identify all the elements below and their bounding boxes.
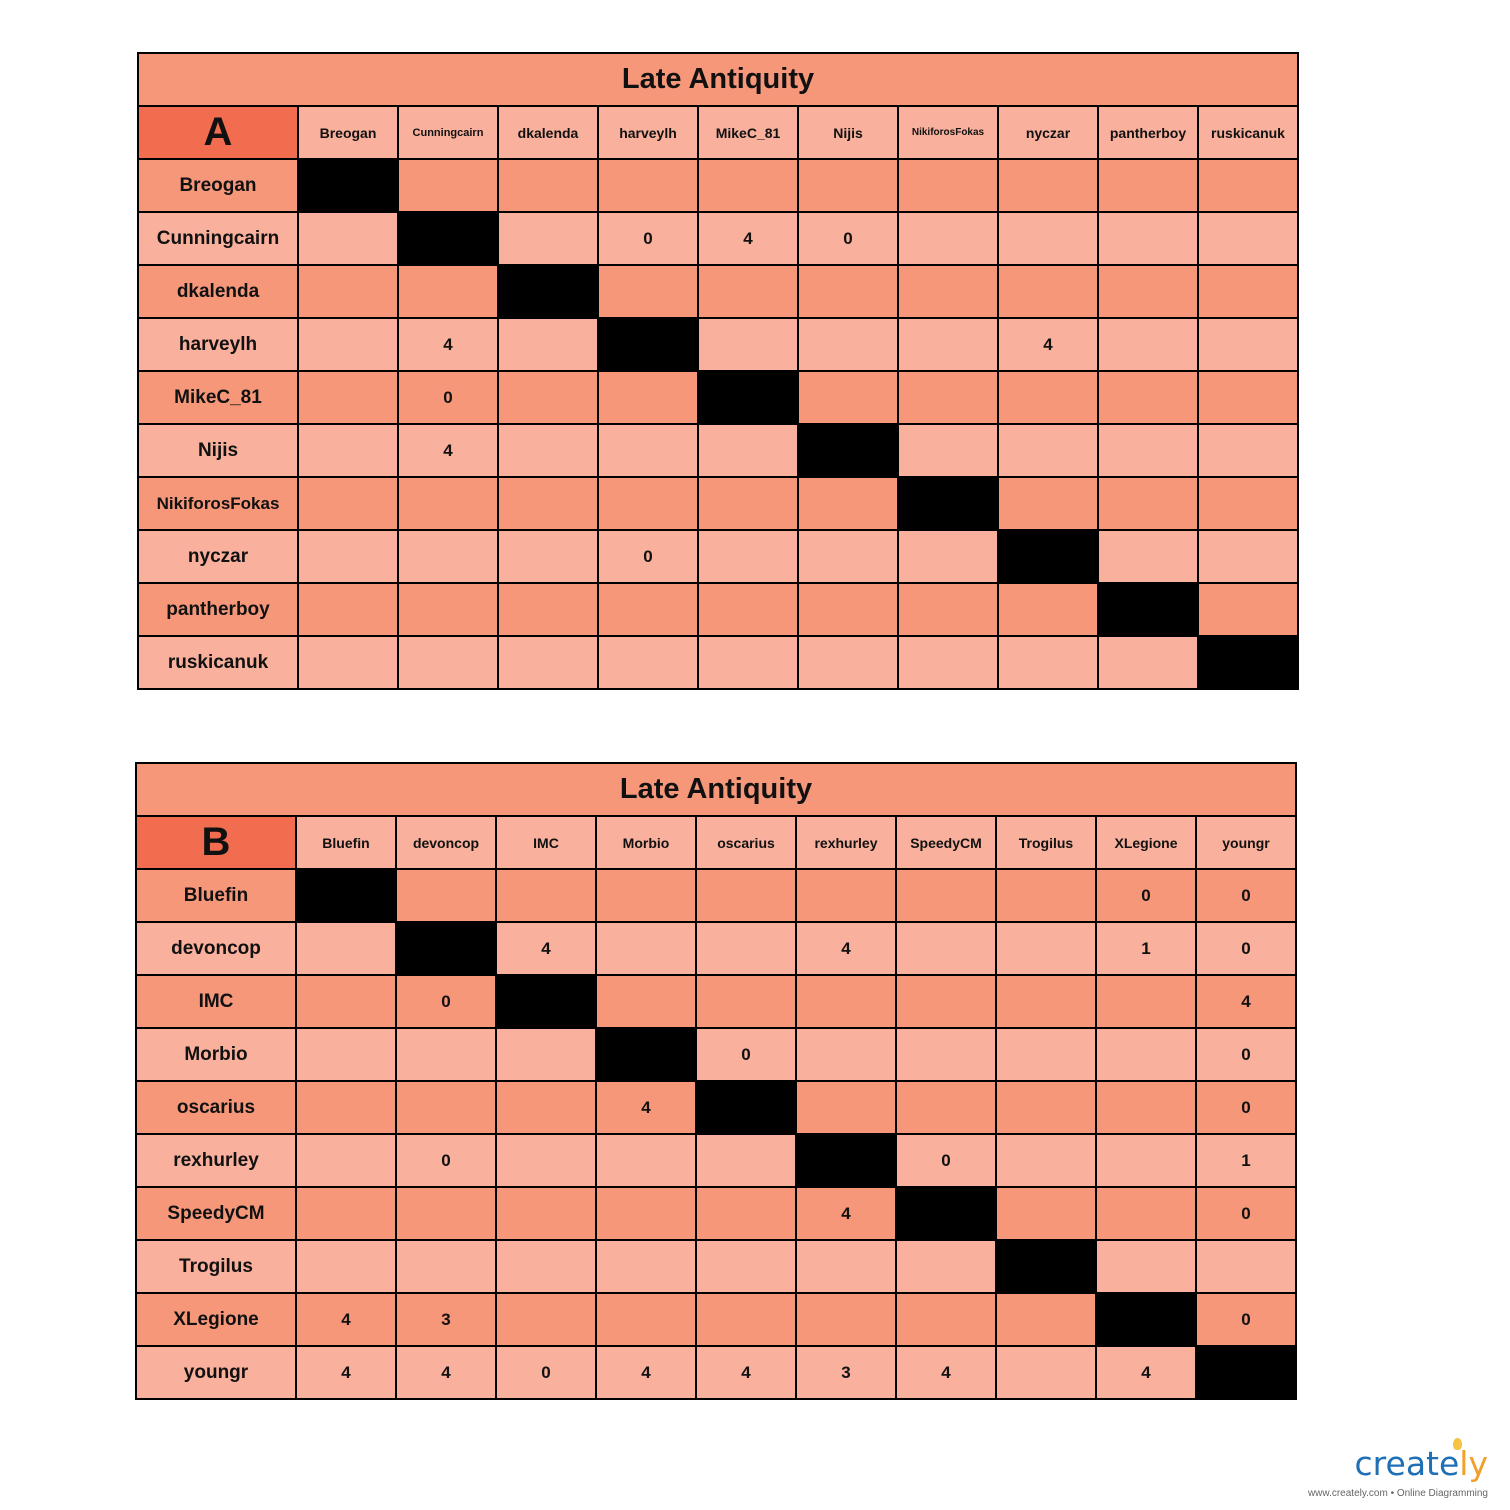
matrix-cell [396,1240,496,1293]
table-row [138,636,1298,689]
matrix-cell [696,1134,796,1187]
matrix-cell [396,1028,496,1081]
diagonal-cell [1096,1293,1196,1346]
matrix-cell [598,265,698,318]
row-header: XLegione [136,1293,296,1346]
matrix-cell [696,922,796,975]
diagonal-cell [1198,636,1298,689]
matrix-cell [998,371,1098,424]
column-header: NikiforosFokas [898,106,998,159]
diagonal-cell [898,477,998,530]
matrix-cell [298,530,398,583]
matrix-cell [498,530,598,583]
matrix-cell: 3 [796,1346,896,1399]
matrix-cell: 0 [396,975,496,1028]
matrix-cell [798,371,898,424]
watermark-tagline: www.creately.com • Online Diagramming [1307,1488,1488,1499]
matrix-cell [396,869,496,922]
row-header: NikiforosFokas [138,477,298,530]
column-header: Breogan [298,106,398,159]
matrix-cell: 4 [296,1346,396,1399]
matrix-cell [998,265,1098,318]
creately-watermark [1280,1436,1500,1506]
matrix-cell [798,583,898,636]
matrix-cell: 4 [398,318,498,371]
matrix-cell [798,477,898,530]
column-header: Cunningcairn [398,106,498,159]
matrix-cell [898,265,998,318]
table-row [136,1028,1296,1081]
matrix-cell [796,1081,896,1134]
matrix-cell [598,636,698,689]
matrix-cell: 4 [698,212,798,265]
table-row [136,1240,1296,1293]
title-row [138,53,1298,106]
matrix-cell [296,1240,396,1293]
matrix-cell: 4 [1196,975,1296,1028]
diagonal-cell [298,159,398,212]
matrix-cell: 0 [1196,1081,1296,1134]
matrix-cell [498,212,598,265]
matrix-cell: 4 [296,1293,396,1346]
matrix-cell [798,265,898,318]
matrix-cell [298,636,398,689]
matrix-cell [896,1028,996,1081]
row-header: youngr [136,1346,296,1399]
matrix-cell [996,1028,1096,1081]
matrix-cell: 0 [398,371,498,424]
row-header: ruskicanuk [138,636,298,689]
matrix-cell [498,477,598,530]
matrix-cell [298,212,398,265]
matrix-cell [896,1081,996,1134]
diagonal-cell [398,212,498,265]
table-row [138,583,1298,636]
logo-text-main: create [1354,1444,1460,1483]
matrix-cell [596,1293,696,1346]
column-header: dkalenda [498,106,598,159]
table-row [136,1134,1296,1187]
matrix-cell [1198,583,1298,636]
matrix-cell [896,869,996,922]
matrix-cell [498,636,598,689]
column-header: youngr [1196,816,1296,869]
matrix-cell [398,265,498,318]
matrix-cell [396,1187,496,1240]
matrix-cell [396,1081,496,1134]
matrix-cell [596,1187,696,1240]
matrix-cell: 0 [696,1028,796,1081]
row-header: dkalenda [138,265,298,318]
matrix-cell [498,583,598,636]
matrix-cell [398,636,498,689]
matrix-cell [498,424,598,477]
matrix-cell [496,1293,596,1346]
matrix-cell [296,975,396,1028]
matrix-cell [896,1240,996,1293]
matrix-cell [1098,159,1198,212]
matrix-cell [998,477,1098,530]
matrix-cell [998,636,1098,689]
column-header: Trogilus [996,816,1096,869]
matrix-cell [1198,318,1298,371]
row-header: harveylh [138,318,298,371]
table-row [136,1293,1296,1346]
column-header: nyczar [998,106,1098,159]
column-header: rexhurley [796,816,896,869]
matrix-cell [296,1134,396,1187]
table-row [136,1187,1296,1240]
matrix-cell [296,1081,396,1134]
matrix-cell: 4 [496,922,596,975]
row-header: Morbio [136,1028,296,1081]
matrix-cell: 0 [396,1134,496,1187]
row-header: Cunningcairn [138,212,298,265]
matrix-cell [598,583,698,636]
matrix-cell [496,1081,596,1134]
matrix-cell [398,159,498,212]
matrix-cell [796,1293,896,1346]
matrix-cell [898,636,998,689]
matrix-cell [698,530,798,583]
matrix-cell [996,1346,1096,1399]
table-row [138,212,1298,265]
matrix-cell [696,1293,796,1346]
matrix-cell [398,477,498,530]
matrix-cell: 0 [798,212,898,265]
matrix-cell [1198,212,1298,265]
matrix-cell [696,869,796,922]
matrix-cell: 0 [1196,869,1296,922]
matrix-cell [898,424,998,477]
matrix-cell [1098,636,1198,689]
matrix-cell [598,159,698,212]
diagonal-cell [396,922,496,975]
matrix-cell [1096,1028,1196,1081]
matrix-cell [696,1187,796,1240]
matrix-cell [896,1293,996,1346]
column-header: ruskicanuk [1198,106,1298,159]
matrix-cell [598,424,698,477]
diagonal-cell [698,371,798,424]
column-header: oscarius [696,816,796,869]
matrix-cell [996,1187,1096,1240]
matrix-cell [898,318,998,371]
column-header: Bluefin [296,816,396,869]
matrix-cell: 4 [396,1346,496,1399]
matrix-cell: 0 [598,530,698,583]
diagonal-cell [496,975,596,1028]
matrix-cell [496,1028,596,1081]
matrix-cell [1198,265,1298,318]
matrix-cell [796,1240,896,1293]
matrix-cell [796,975,896,1028]
matrix-cell [698,318,798,371]
matrix-cell [896,922,996,975]
diagonal-cell [896,1187,996,1240]
matrix-cell [298,583,398,636]
matrix-cell: 0 [1196,1028,1296,1081]
header-row [138,106,1298,159]
table-row [138,371,1298,424]
column-header: harveylh [598,106,698,159]
matrix-cell [996,922,1096,975]
matrix-cell: 1 [1096,922,1196,975]
matrix-cell [496,1240,596,1293]
matrix-cell [996,1293,1096,1346]
row-header: IMC [136,975,296,1028]
matrix-cell [298,477,398,530]
row-header: nyczar [138,530,298,583]
matrix-cell [898,371,998,424]
matrix-cell [998,424,1098,477]
diagonal-cell [798,424,898,477]
matrix-cell [298,265,398,318]
matrix-cell [898,583,998,636]
matrix-cell [298,318,398,371]
matrix-cell [1098,212,1198,265]
matrix-cell [1096,1081,1196,1134]
matrix-cell: 4 [596,1081,696,1134]
table-title: Late Antiquity [136,763,1296,816]
matrix-cell: 4 [796,1187,896,1240]
matrix-cell [596,975,696,1028]
diagonal-cell [796,1134,896,1187]
matrix-cell [796,869,896,922]
section-label: A [138,106,298,159]
matrix-cell [398,530,498,583]
row-header: Bluefin [136,869,296,922]
matrix-cell [298,424,398,477]
matrix-cell [596,1240,696,1293]
matrix-cell [996,1081,1096,1134]
matrix-cell [1198,424,1298,477]
column-header: Nijis [798,106,898,159]
matrix-cell [798,159,898,212]
matrix-cell [698,583,798,636]
matrix-cell [596,922,696,975]
table-row [136,922,1296,975]
row-header: oscarius [136,1081,296,1134]
table-row [138,159,1298,212]
diagonal-cell [1098,583,1198,636]
matrix-cell [898,212,998,265]
matrix-cell [598,477,698,530]
matrix-cell [1096,975,1196,1028]
matrix-cell [296,922,396,975]
row-header: MikeC_81 [138,371,298,424]
table-row [138,530,1298,583]
column-header: Morbio [596,816,696,869]
row-header: devoncop [136,922,296,975]
matrix-cell [1198,477,1298,530]
diagonal-cell [996,1240,1096,1293]
table-row [138,477,1298,530]
diagonal-cell [596,1028,696,1081]
matrix-cell [1098,318,1198,371]
matrix-cell [496,1134,596,1187]
creately-logo [1355,1444,1488,1483]
matrix-cell: 0 [1196,1187,1296,1240]
matrix-cell [698,265,798,318]
matrix-cell [796,1028,896,1081]
matrix-cell: 4 [998,318,1098,371]
matrix-cell [698,159,798,212]
matrix-cell: 0 [496,1346,596,1399]
table-row [138,318,1298,371]
column-header: devoncop [396,816,496,869]
matrix-cell [1196,1240,1296,1293]
matrix-cell [596,1134,696,1187]
matrix-cell [696,1240,796,1293]
table-row [136,869,1296,922]
matrix-cell [996,869,1096,922]
matrix-cell: 0 [1196,922,1296,975]
matrix-cell [898,159,998,212]
matrix-cell: 4 [696,1346,796,1399]
matrix-cell: 0 [598,212,698,265]
matrix-cell [1198,371,1298,424]
matrix-cell [998,212,1098,265]
row-header: Trogilus [136,1240,296,1293]
matrix-cell [1098,424,1198,477]
matrix-cell [898,530,998,583]
diagonal-cell [998,530,1098,583]
matrix-cell [1098,265,1198,318]
column-header: XLegione [1096,816,1196,869]
matrix-cell [1198,530,1298,583]
matrix-cell: 0 [896,1134,996,1187]
matrix-cell: 0 [1096,869,1196,922]
matrix-cell [798,318,898,371]
matrix-cell [698,477,798,530]
diagonal-cell [696,1081,796,1134]
matrix-cell [1096,1134,1196,1187]
column-header: SpeedyCM [896,816,996,869]
matrix-cell [296,1187,396,1240]
matrix-cell [998,583,1098,636]
matrix-cell [296,1028,396,1081]
matrix-cell [896,975,996,1028]
table-title: Late Antiquity [138,53,1298,106]
row-header: Nijis [138,424,298,477]
matrix-cell [1096,1187,1196,1240]
matrix-cell [798,530,898,583]
matrix-cell [698,424,798,477]
table-row [136,1081,1296,1134]
matrix-cell [496,869,596,922]
matrix-cell [996,1134,1096,1187]
matrix-cell: 0 [1196,1293,1296,1346]
matrix-cell [996,975,1096,1028]
column-header: MikeC_81 [698,106,798,159]
matrix-cell [496,1187,596,1240]
matrix-cell [398,583,498,636]
matrix-cell: 4 [796,922,896,975]
diagonal-cell [598,318,698,371]
table-row [138,424,1298,477]
matrix-cell: 4 [596,1346,696,1399]
matrix-cell [1096,1240,1196,1293]
matrix-cell [498,318,598,371]
row-header: pantherboy [138,583,298,636]
matrix-cell [798,636,898,689]
matrix-cell: 4 [896,1346,996,1399]
matrix-cell [698,636,798,689]
row-header: Breogan [138,159,298,212]
matrix-cell [596,869,696,922]
logo-text-tail: ly [1459,1444,1488,1483]
matrix-cell [1098,530,1198,583]
matrix-cell [696,975,796,1028]
matrix-cell: 4 [1096,1346,1196,1399]
matrix-cell [498,159,598,212]
row-header: rexhurley [136,1134,296,1187]
column-header: IMC [496,816,596,869]
diagonal-cell [1196,1346,1296,1399]
diagonal-cell [296,869,396,922]
title-row [136,763,1296,816]
matrix-cell [1098,477,1198,530]
header-row [136,816,1296,869]
table-row [138,265,1298,318]
matrix-cell: 3 [396,1293,496,1346]
matrix-cell [598,371,698,424]
row-header: SpeedyCM [136,1187,296,1240]
matrix-cell: 1 [1196,1134,1296,1187]
table-row [136,975,1296,1028]
diagonal-cell [498,265,598,318]
matrix-cell: 4 [398,424,498,477]
matrix-table-b [135,762,1297,1400]
section-label: B [136,816,296,869]
table-row [136,1346,1296,1399]
matrix-cell [498,371,598,424]
matrix-table-a [137,52,1299,690]
column-header: pantherboy [1098,106,1198,159]
matrix-cell [998,159,1098,212]
matrix-cell [1098,371,1198,424]
matrix-cell [298,371,398,424]
matrix-cell [1198,159,1298,212]
